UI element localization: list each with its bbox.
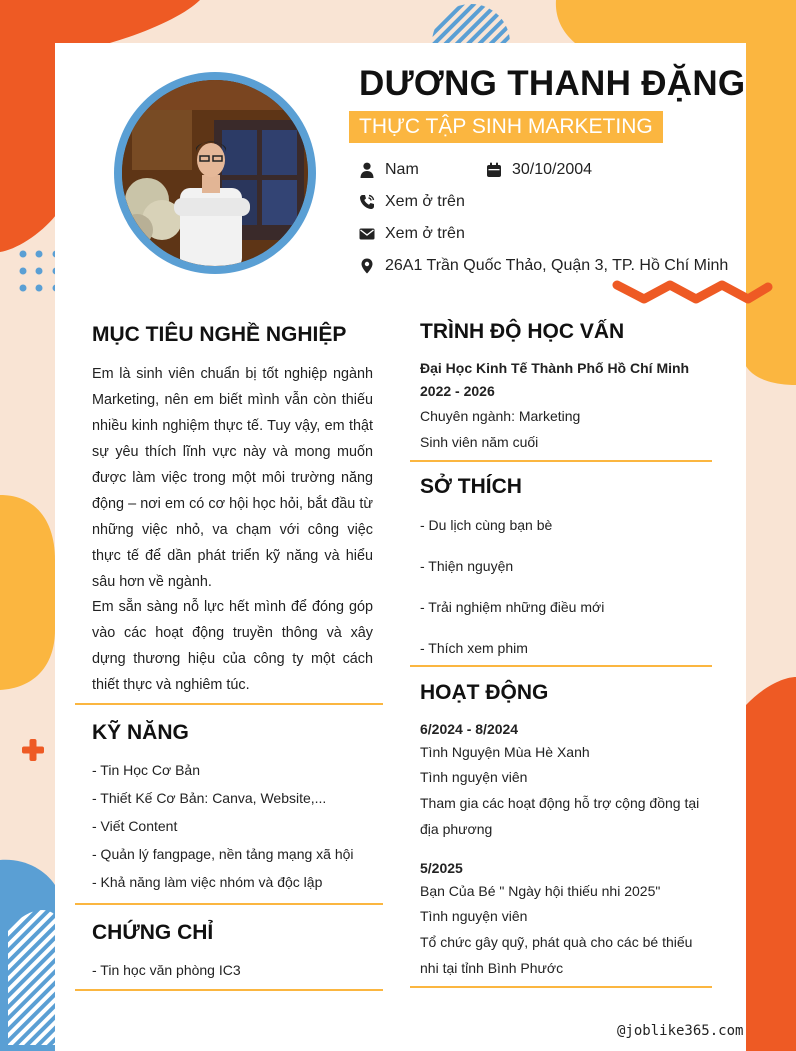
location-pin-icon — [359, 258, 375, 274]
skill-item: - Quản lý fangpage, nền tảng mạng xã hội — [92, 846, 354, 862]
phone-icon — [359, 194, 375, 210]
candidate-name: DƯƠNG THANH ĐẶNG — [359, 64, 746, 103]
watermark: @joblike365.com — [617, 1023, 744, 1039]
hobbies-title: SỞ THÍCH — [420, 475, 522, 498]
avatar — [114, 72, 316, 274]
activity-name: Bạn Của Bé " Ngày hội thiếu nhi 2025" — [420, 883, 661, 899]
yellow-blob-left — [0, 495, 55, 690]
envelope-icon — [359, 226, 375, 242]
activity-role: Tình nguyện viên — [420, 908, 528, 924]
info-address — [359, 255, 728, 277]
info-gender — [359, 159, 419, 181]
activity-period: 6/2024 - 8/2024 — [420, 721, 519, 737]
activities-title: HOẠT ĐỘNG — [420, 681, 549, 704]
section-divider — [410, 665, 712, 667]
education-major: Chuyên ngành: Marketing — [420, 408, 581, 424]
certificate-item: - Tin học văn phòng IC3 — [92, 962, 241, 978]
job-title: THỰC TẬP SINH MARKETING — [349, 111, 663, 143]
user-icon — [359, 162, 375, 178]
calendar-icon — [486, 162, 502, 178]
phone-text: Xem ở trên — [385, 193, 465, 210]
skill-item: - Viết Content — [92, 818, 178, 834]
hobby-item: - Thiện nguyện — [420, 558, 514, 574]
blue-stripes-top — [432, 4, 510, 43]
objective-title: MỤC TIÊU NGHỀ NGHIỆP — [92, 323, 347, 346]
activity-period: 5/2025 — [420, 860, 463, 876]
skills-title: KỸ NĂNG — [92, 721, 189, 744]
skill-item: - Tin Học Cơ Bản — [92, 762, 200, 778]
orange-zigzag — [612, 276, 774, 310]
info-phone — [359, 191, 465, 213]
skill-item: - Thiết Kế Cơ Bản: Canva, Website,... — [92, 790, 327, 806]
section-divider — [410, 986, 712, 988]
objective-paragraph-1: Em là sinh viên chuẩn bị tốt nghiệp ngành Marketing, nên em biết mình vẫn còn thiếu nhiều kinh nghiệm thực tế. Tuy vậy, em thật sự yêu thích lĩnh vực này và mong muốn được làm việc trong một môi trường năng động – nơi em có cơ hội học hỏi, bắt đầu từ những việc nhỏ, va chạm với công việc thực tế để dần phát triển kỹ năng và hiểu sâu hơn về ngành. — [92, 366, 373, 590]
activity-role: Tình nguyện viên — [420, 769, 528, 785]
info-email — [359, 223, 465, 245]
objective-paragraph-2: Em sẵn sàng nỗ lực hết mình để đóng góp vào các hoạt động truyền thông và xây dựng thương hiệu của công ty một cách thiết thực và nghiêm túc. — [92, 599, 373, 693]
section-divider — [410, 460, 712, 462]
gender-text: Nam — [385, 161, 419, 178]
education-title: TRÌNH ĐỘ HỌC VẤN — [420, 320, 625, 343]
section-divider — [75, 703, 383, 705]
education-school: Đại Học Kinh Tế Thành Phố Hồ Chí Minh — [420, 360, 690, 376]
education-years: 2022 - 2026 — [420, 383, 495, 399]
activity-description: Tham gia các hoạt động hỗ trợ cộng đồng tại địa phương — [420, 795, 700, 837]
skill-item: - Khả năng làm việc nhóm và độc lập — [92, 874, 323, 890]
hobby-item: - Thích xem phim — [420, 640, 528, 656]
hobby-item: - Trải nghiệm những điều mới — [420, 599, 605, 615]
activity-description: Tổ chức gây quỹ, phát quà cho các bé thiếu nhi tại tỉnh Bình Phước — [420, 934, 693, 976]
section-divider — [75, 903, 383, 905]
orange-blob-right — [746, 677, 796, 1051]
hobby-item: - Du lịch cùng bạn bè — [420, 517, 553, 533]
certificates-title: CHỨNG CHỈ — [92, 921, 214, 944]
education-status: Sinh viên năm cuối — [420, 434, 539, 450]
orange-plus-icon — [20, 737, 46, 763]
profile-photo — [122, 80, 308, 266]
blue-stripes-bottom-left — [8, 910, 55, 1045]
birthdate-text: 30/10/2004 — [512, 161, 593, 178]
section-divider — [75, 989, 383, 991]
email-text: Xem ở trên — [385, 225, 465, 242]
info-birthdate — [486, 159, 592, 181]
activity-name: Tình Nguyện Mùa Hè Xanh — [420, 744, 590, 760]
address-text: 26A1 Trần Quốc Thảo, Quận 3, TP. Hồ Chí Minh — [385, 257, 729, 274]
